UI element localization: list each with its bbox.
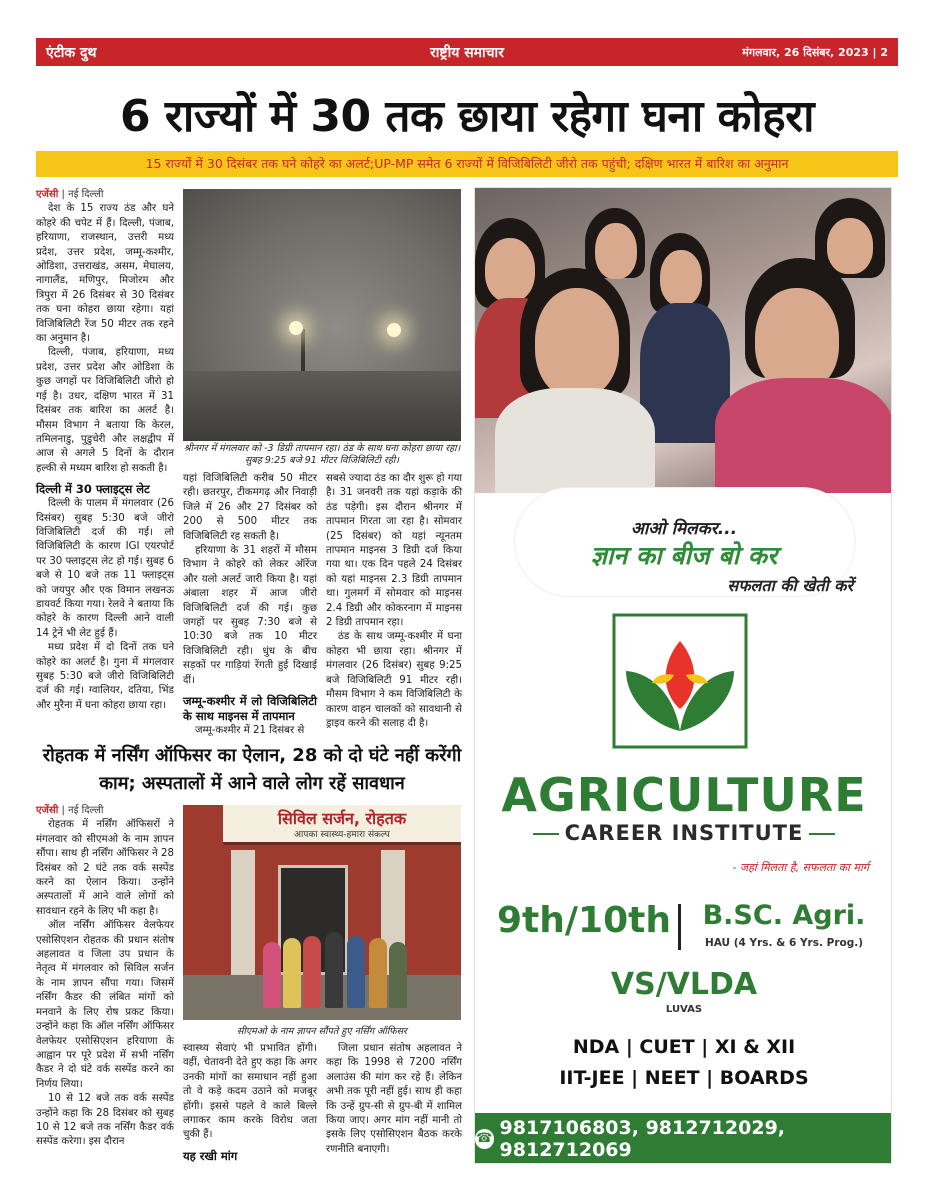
- crosshead-jammu-kashmir: जम्मू-कश्मीर में लो विजिबिलिटी के साथ माइनस में तापमान: [183, 694, 317, 724]
- paragraph: स्वास्थ्य सेवाएं भी प्रभावित होंगी। वहीं, चेतावनी देते हुए कहा कि अगर उनकी मांगों का समाधान नहीं हुआ तो वे कड़े कदम उठाने को मजबूर होंगी। इससे पहले वे काले बिल्ले लगाकर काम करके विरोध जता चुकी हैं।: [183, 1043, 317, 1141]
- paragraph: ऑल नर्सिंग ऑफिसर वेलफेयर एसोसिएशन रोहतक की प्रधान संतोष अहलावत व जिला उप प्रधान के नेतृत्व में मंगलवार को सिविल सर्जन के नाम ज्ञापन सौंपा गया। जिसमें नर्सिंग कैडर की लंबित मांगों को मनवाने के लिए रोष प्रकट किया। उन्होंने कहा कि ऑल नर्सिंग ऑफिसर वेलफेयर एसोसिएशन हरियाणा के आह्वान पर पूरे प्रदेश में सभी नर्सिंग कैडर ने दो घंटे वर्क सस्पेंड करने का निर्णय लिया।: [36, 920, 174, 1090]
- student-face: [660, 250, 702, 306]
- floor: [183, 975, 461, 1020]
- ad-slogan-line-2: ज्ञान का बीज बो कर: [590, 541, 778, 570]
- course-vs-vlda-detail: LUVAS: [665, 1004, 703, 1015]
- road: [183, 371, 461, 441]
- exam-list-2: IIT-JEE | NEET | BOARDS: [559, 1067, 809, 1089]
- person: [263, 942, 281, 1008]
- street-lamp: [387, 323, 401, 337]
- contact-phone-bar: [475, 1113, 892, 1164]
- person: [283, 938, 301, 1008]
- course-bsc-agri-detail: HAU (4 Yrs. & 6 Yrs. Prog.): [704, 937, 864, 949]
- student-clothes: [715, 378, 892, 493]
- leaf-logo-icon: [612, 613, 748, 749]
- exam-list-1: NDA | CUET | XI & XII: [572, 1036, 796, 1058]
- paragraph: देश के 15 राज्य ठंड और घने कोहरे की चपेट में हैं। दिल्ली, पंजाब, हरियाणा, राजस्थान, उत्तरी मध्य प्रदेश, उत्तर प्रदेश, जम्मू-कश्मीर, ओडिशा, उत्तराखंड, असम, मेघालय, नागालैंड, मणिपुर, मिजोरम और त्रिपुरा में 26 दिसंबर से 30 दिसंबर तक घना कोहरा छाया रहेगा। यहां विजिबिलिटी रेंज 50 मीटर तक रहने का अनुमान है।: [36, 203, 174, 345]
- paragraph: यहां विजिबिलिटी करीब 50 मीटर रही। छतरपुर, टीकमगढ़ और निवाड़ी जिले में 26 और 27 दिसंबर को 200 से 500 मीटर तक विजिबिलिटी रह सकती है।: [183, 473, 317, 542]
- story1-column-1: [36, 188, 174, 713]
- agriculture-institute-ad: [474, 187, 892, 1164]
- course-vs-vlda: VS/VLDA: [610, 967, 758, 1002]
- person: [303, 936, 321, 1008]
- story2-column-3: [326, 1042, 462, 1157]
- phone-numbers: 9817106803, 9812712029, 9812712069: [499, 1117, 786, 1161]
- course-bsc-agri: B.SC. Agri.: [702, 900, 866, 931]
- story1-column-2: [183, 472, 317, 739]
- institute-subtitle: CAREER INSTITUTE: [475, 821, 892, 845]
- students-photo: [475, 188, 892, 493]
- paragraph: मध्य प्रदेश में दो दिनों तक घने कोहरे का अलर्ट है। गुना में मंगलवार सुबह 5:30 बजे जीरो विजिबिलिटी दर्ज की गई। ग्वालियर, दतिया, भिंड और मुरैना में घना कोहरा छाया रहा।: [36, 642, 174, 711]
- story1-column-3: [326, 472, 462, 731]
- hospital-sign: सिविल सर्जन, रोहतक आपका स्वास्थ्य-हमारा संकल्प: [223, 805, 461, 845]
- paragraph: सबसे ज्यादा ठंड का दौर शुरू हो गया है। 31 जनवरी तक यहां कड़ाके की ठंड पड़ेगी। इस दौरान श्रीनगर में तापमान गिरता जा रहा है। सोमवार (25 दिसंबर) को यहां न्यूनतम तापमान माइनस 3 डिग्री दर्ज किया गया था। एक दिन पहले 24 दिसंबर को यहां माइनस 2.3 डिग्री तापमान था। गुलमर्ग में सोमवार को माइनस 2.4 डिग्री और कोकरनाग में माइनस 2 डिग्री तापमान रहा।: [326, 473, 462, 629]
- main-headline: 6 राज्यों में 30 तक छाया रहेगा घना कोहरा: [120, 91, 814, 142]
- student-face: [755, 288, 839, 392]
- person: [369, 938, 387, 1008]
- course-9th-10th: 9th/10th: [497, 900, 671, 941]
- story2-headline: रोहतक में नर्सिंग ऑफिसर का ऐलान, 28 को दो घंटे नहीं करेंगी काम; अस्पतालों में आने वाले लोग रहें सावधान: [42, 745, 462, 794]
- street-lamp: [289, 321, 303, 335]
- phone-icon: ☎: [475, 1129, 494, 1149]
- paragraph: दिल्ली के पालम में मंगलवार (26 दिसंबर) सुबह 5:30 बजे जीरो विजिबिलिटी दर्ज की गई। लो विजिबिलिटी के कारण IGI एयरपोर्ट पर 30 फ्लाइट्स लेट हो गई। सुबह 6 बजे से 10 बजे तक 11 फ्लाइट्स को जयपुर और एक विमान लखनऊ डायवर्ट किया गया। रेलवे ने बताया कि कोहरे के कारण दिल्ली आने वाली 14 ट्रेनें भी लेट हुई हैं।: [36, 498, 174, 639]
- section-title: राष्ट्रीय समाचार: [430, 44, 504, 61]
- hospital-photo: [183, 805, 461, 1020]
- story2-column-1: [36, 804, 174, 1150]
- paragraph: दिल्ली, पंजाब, हरियाणा, मध्य प्रदेश, उत्तर प्रदेश और ओडिशा के कुछ जगहों पर विजिबिलिटी जीरो हो गई है। उधर, दक्षिण भारत में 31 दिसंबर तक बारिश का अलर्ट है। मौसम विभाग ने बताया कि केरल, तमिलनाडु, पुडुचेरी और लक्षद्वीप में आज से अगले 5 दिनों के दौरान हल्की से मध्यम बारिश हो सकती है।: [36, 347, 174, 474]
- issue-date: मंगलवार, 26 दिसंबर, 2023 | 2: [742, 45, 888, 59]
- paragraph: जिला प्रधान संतोष अहलावत ने कहा कि 1998 से 7200 नर्सिंग अलाउंस की मांग कर रहे हैं। लेकिन अभी तक पूरी नहीं हुई। साथ ही कहा कि उन्हें ग्रुप-सी से ग्रुप-बी में शामिल किया जाए। अगर मांग नहीं मानी तो इसके लिए एसोसिएशन बैठक करके रणनीति बनाएगी।: [326, 1043, 462, 1155]
- story2-byline: एजेंसी | नई दिल्ली: [36, 805, 104, 816]
- masthead-bar: [36, 38, 898, 66]
- crosshead-delhi-flights: दिल्ली में 30 फ्लाइट्स लेट: [36, 482, 150, 497]
- student-face: [535, 288, 619, 398]
- fog-photo: [183, 189, 461, 441]
- student-face: [595, 223, 637, 279]
- person: [325, 932, 343, 1008]
- story2-column-2: [183, 1042, 317, 1164]
- course-divider: [678, 904, 681, 950]
- ad-slogan-line-1: आओ मिलकर...: [630, 519, 738, 539]
- ad-slogan-line-3: सफलता की खेती करें: [727, 576, 853, 595]
- institute-tagline: - जहां मिलता है, सफलता का मार्ग: [732, 861, 869, 874]
- person: [389, 942, 407, 1008]
- fog-photo-caption: श्रीनगर में मंगलवार को -3 डिग्री तापमान रहा। ठंड के साथ घना कोहरा छाया रहा। सुबह 9:25 बजे 91 मीटर विजिबिलिटी रही।: [183, 443, 461, 466]
- newspaper-brand: एंटीक दुथ: [46, 44, 97, 61]
- paragraph: हरियाणा के 31 शहरों में मौसम विभाग ने कोहरे को लेकर ऑरेंज और यलो अलर्ट जारी किया है। यहां अंबाला शहर में आज जीरो विजिबिलिटी दर्ज की गई। कुछ जगहों पर सुबह 7:30 बजे से 10:30 बजे तक 10 मीटर विजिबिलिटी रही। धुंध के बीच सड़कों पर गाड़ियां रेंगती हुई दिखाई दीं।: [183, 545, 317, 686]
- student-clothes: [495, 388, 655, 493]
- crosshead-demand: यह रखी मांग: [183, 1148, 238, 1163]
- story1-byline: एजेंसी | नई दिल्ली: [36, 189, 104, 200]
- paragraph: 10 से 12 बजे तक वर्क सस्पेंड उन्होंने कहा कि 28 दिसंबर को सुबह 10 से 12 बजे तक नर्सिंग कैडर वर्क सस्पेंड करेगा। इस दौरान: [36, 1093, 174, 1148]
- student-face: [485, 238, 535, 302]
- institute-name: AGRICULTURE: [501, 768, 867, 822]
- sub-headline: 15 राज्यों में 30 दिसंबर तक घने कोहरे का अलर्ट;UP-MP समेत 6 राज्यों में विजिबिलिटी जीरो तक पहुंची; दक्षिण भारत में बारिश का अनुमान: [36, 151, 898, 177]
- paragraph: रोहतक में नर्सिंग ऑफिसरों ने मंगलवार को सीएमओ के नाम ज्ञापन सौंपा। साथ ही नर्सिंग ऑफिसर ने 28 दिसंबर को 2 घंटे तक वर्क सस्पेंड करने का ऐलान किया। उन्होंने अस्पतालों में आने वाले लोगों को सावधान रहने के लिए भी कहा है।: [36, 819, 174, 917]
- hospital-photo-caption: सीएमओ के नाम ज्ञापन सौंपते हुए नर्सिंग ऑफिसर: [237, 1026, 407, 1037]
- paragraph: जम्मू-कश्मीर में 21 दिसंबर से: [195, 725, 305, 737]
- person: [347, 936, 365, 1008]
- paragraph: ठंड के साथ जम्मू-कश्मीर में घना कोहरा भी छाया रहा। श्रीनगर में मंगलवार (26 दिसंबर) सुबह 9:25 बजे विजिबिलिटी 91 मीटर रही। मौसम विभाग ने कम विजिबिलिटी के कारण वाहन चालकों को सावधानी से ड्राइव करने की सलाह दी है।: [326, 631, 462, 729]
- student-face: [827, 218, 873, 274]
